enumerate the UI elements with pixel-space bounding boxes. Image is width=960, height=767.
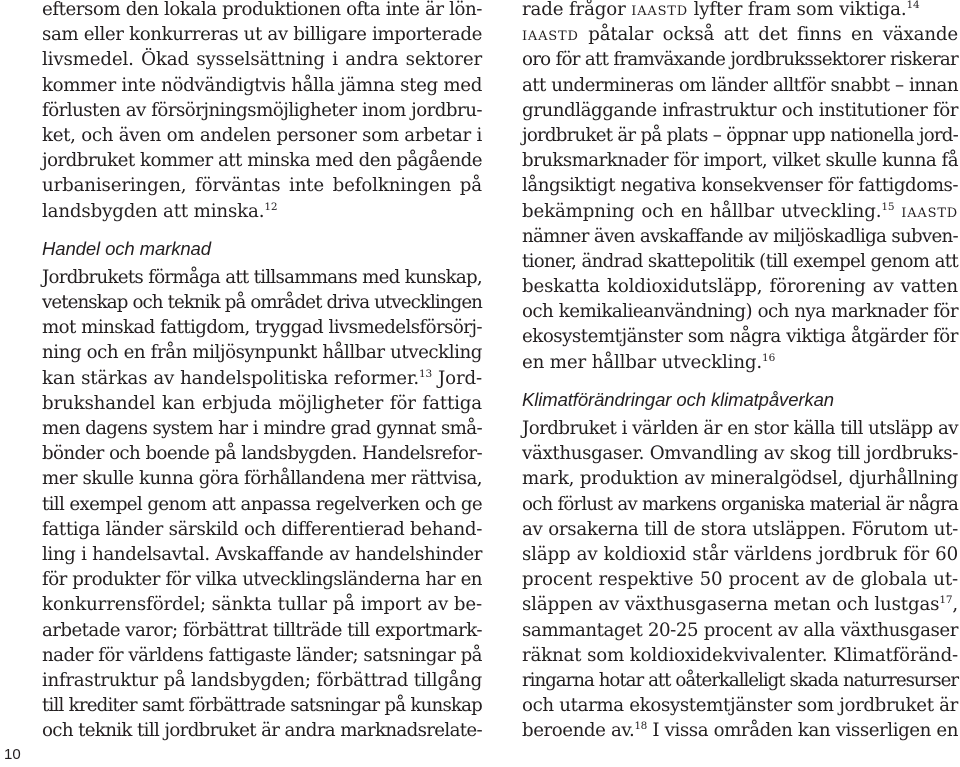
body-line: kommer inte nödvändigtvis hålla jämna steg med [42, 74, 482, 96]
body-line: urbaniseringen, förväntas inte befolkningen på [42, 175, 482, 197]
body-line [42, 199, 482, 224]
body-line: räknat som koldioxidekvivalenter. Klimatföränd- [522, 644, 958, 666]
footnote-ref: 18 [634, 720, 647, 733]
acronym: iaastd [631, 0, 688, 20]
body-text: , [952, 594, 959, 616]
body-line: ling i handelsavtal. Avskaffande av handelshinder [42, 543, 482, 565]
footnote-ref: 15 [881, 200, 895, 213]
body-line: ning och en från miljösynpunkt hållbar utveckling [42, 342, 482, 364]
body-line: för produkter för vilka utvecklingsländerna har en [42, 569, 482, 591]
body-text: släppen av växthusgaserna metan och lustgas [522, 594, 940, 616]
page-number: 10 [4, 746, 21, 763]
body-text: beroende av. [522, 720, 635, 742]
body-line: grundläggande infrastruktur och institutioner för [522, 99, 958, 121]
footnote-ref: 12 [264, 200, 278, 213]
footnote-ref: 17 [939, 594, 953, 607]
section-heading-trade: Handel och marknad [42, 237, 211, 259]
body-line: och utarma ekosystemtjänster som jordbruket är [522, 695, 958, 717]
body-line: Jordbrukets förmåga att tillsammans med kunskap, [42, 266, 482, 288]
body-line: sammantaget 20-25 procent av alla växthusgaser [522, 619, 958, 641]
body-line: och kemikalieanvändning) och nya marknader för [522, 301, 958, 323]
left-column [42, 0, 482, 743]
body-line: jordbruket kommer att minska med den pågående [42, 150, 482, 172]
body-line: mot minskad fattigdom, tryggad livsmedelsförsörj- [42, 317, 482, 339]
body-line: ekosystemtjänster som några viktiga åtgärder för [522, 326, 958, 348]
body-line: släpp av koldioxid står världens jordbruk för 60 [522, 543, 958, 565]
body-line: eftersom den lokala produktionen ofta inte är lön- [42, 0, 482, 20]
body-line: oro för att framväxande jordbrukssektorer riskerar [522, 49, 958, 71]
body-line: långsiktigt negativa konsekvenser för fattigdoms- [522, 175, 958, 197]
body-text: påtalar också att det finns en växande [578, 24, 958, 46]
body-line [522, 199, 958, 224]
body-line: och teknik till jordbruket är andra marknadsrelate- [42, 720, 482, 742]
body-text: rade frågor [522, 0, 632, 20]
body-line: ket, och även om andelen personer som arbetar i [42, 124, 482, 146]
body-line [522, 592, 958, 617]
body-line: nämner även avskaffande av miljöskadliga subven- [522, 225, 958, 247]
acronym: iaastd [522, 24, 579, 46]
body-text: I vissa områden kan visserligen en [646, 720, 958, 742]
body-line: jordbruket är på plats – öppnar upp nationella jord- [522, 124, 958, 146]
acronym: iaastd [901, 200, 959, 222]
body-line: mark, produktion av mineralgödsel, djurhållning [522, 468, 958, 490]
body-line: bruksmarknader för import, vilket skulle kunna få [522, 150, 958, 172]
body-line: vetenskap och teknik på området driva utvecklingen [42, 292, 482, 314]
footnote-ref: 13 [419, 367, 433, 380]
body-line [522, 718, 958, 743]
body-line: tioner, ändrad skattepolitik (till exempel genom att [522, 250, 958, 272]
section-heading-climate: Klimatförändringar och klimatpåverkan [522, 388, 834, 410]
body-text: bekämpning och en hållbar utveckling. [522, 200, 882, 222]
body-line: procent respektive 50 procent av de globala ut- [522, 569, 958, 591]
body-line: men dagens system har i mindre grad gynnat små- [42, 418, 482, 439]
body-line [522, 0, 958, 22]
body-line: till krediter samt förbättrade satsningar på kunskap [42, 695, 482, 717]
footnote-ref: 14 [906, 0, 920, 11]
footnote-ref: 16 [762, 351, 776, 364]
body-line: till exempel genom att anpassa regelverken och ge [42, 493, 482, 515]
right-column [522, 0, 958, 743]
body-line: mer skulle kunna göra förhållandena mer rättvisa, [42, 468, 482, 490]
body-line: att undermineras om länder alltför snabbt – innan [522, 74, 958, 96]
body-text: en mer hållbar utveckling. [522, 351, 763, 373]
body-line: fattiga länder särskild och differentierad behand- [42, 518, 482, 540]
body-line: av orsakerna till de stora utsläppen. Förutom ut- [522, 518, 958, 540]
body-line: infrastruktur på landsbygden; förbättrad tillgång [42, 669, 482, 691]
body-line: växthusgaser. Omvandling av skog till jordbruks- [522, 443, 958, 465]
body-line [522, 22, 958, 47]
body-line: och förlust av markens organiska material är några [522, 493, 958, 515]
body-line: brukshandel kan erbjuda möjligheter för fattiga [42, 392, 482, 414]
body-line: beskatta koldioxidutsläpp, förorening av vatten [522, 276, 958, 298]
body-line: Jordbruket i världen är en stor källa till utsläpp av [522, 418, 958, 439]
body-line: ringarna hotar att oåterkalleligt skada naturresurser [522, 669, 958, 691]
body-line: konkurrensfördel; sänkta tullar på import av be- [42, 594, 482, 616]
body-line: bönder och boende på landsbygden. Handelsrefor- [42, 443, 482, 465]
body-line: arbetade varor; förbättrat tillträde till exportmark- [42, 619, 482, 641]
body-text: Jord- [432, 367, 482, 389]
body-line: livsmedel. Ökad sysselsättning i andra sektorer [42, 49, 482, 71]
body-line [42, 366, 482, 391]
body-line: förlusten av försörjningsmöjligheter inom jordbru- [42, 99, 482, 121]
body-text: landsbygden att minska. [42, 200, 265, 222]
body-line [522, 350, 958, 375]
body-text: kan stärkas av handelspolitiska reformer. [42, 367, 420, 389]
body-text: lyfter fram som viktiga. [687, 0, 907, 20]
body-line: nader för världens fattigaste länder; satsningar på [42, 644, 482, 666]
body-line: sam eller konkurreras ut av billigare importerade [42, 24, 482, 46]
